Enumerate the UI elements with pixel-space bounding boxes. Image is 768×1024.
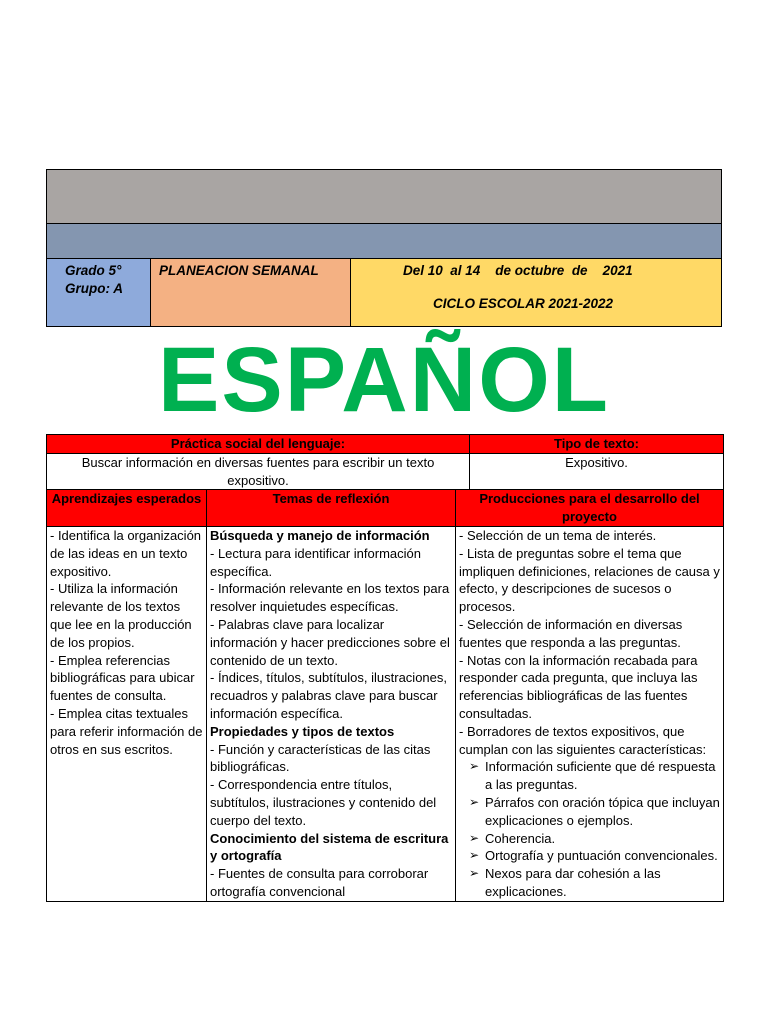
- practica-header: Práctica social del lenguaje:: [47, 435, 470, 454]
- tipo-header: Tipo de texto:: [470, 435, 724, 454]
- temas-heading: Propiedades y tipos de textos: [210, 723, 395, 739]
- list-item: - Selección de información en diversas fuentes que responda a las preguntas.: [459, 616, 683, 650]
- bullet-text: Nexos para dar cohesión a las explicaciones.: [485, 866, 661, 899]
- arrow-bullet-icon: ➢: [469, 830, 480, 845]
- list-item: - Correspondencia entre títulos, subtítulos, ilustraciones y contenido del cuerpo del texto.: [210, 777, 437, 828]
- list-item: - Emplea citas textuales para referir información de otros en sus escritos.: [50, 705, 203, 757]
- group-label: Grupo: A: [65, 281, 123, 296]
- date-range: Del 10 al 14 de octubre de 2021: [403, 263, 633, 278]
- list-item: [459, 758, 720, 794]
- list-item: - Información relevante en los textos para resolver inquietudes específicas.: [210, 581, 450, 615]
- plan-cell: [151, 259, 351, 326]
- plan-label: PLANEACION SEMANAL: [159, 263, 319, 278]
- tipo-value: Expositivo.: [470, 453, 724, 490]
- planning-table: [46, 434, 724, 902]
- table-row: [47, 526, 724, 901]
- temas-heading: Conocimiento del sistema de escritura y ortografía: [210, 830, 449, 864]
- arrow-bullet-icon: ➢: [469, 759, 480, 774]
- arrow-bullet-icon: ➢: [469, 794, 480, 809]
- table-row: [47, 490, 724, 527]
- list-item: - Identifica la organización de las ideas en un texto expositivo.: [50, 527, 202, 579]
- header-box: [46, 169, 722, 327]
- list-item: - Índices, títulos, subtítulos, ilustraciones, recuadros y palabras clave para buscar información específica.: [210, 670, 447, 721]
- header-gray-band: [47, 170, 721, 224]
- col-header-aprendizajes: Aprendizajes esperados: [47, 490, 207, 527]
- list-item: - Selección de un tema de interés.: [459, 527, 657, 543]
- list-item: [459, 794, 720, 830]
- bullet-text: Información suficiente que dé respuesta a las preguntas.: [485, 759, 716, 793]
- table-row: [47, 453, 724, 490]
- col-header-temas: Temas de reflexión: [207, 490, 456, 527]
- producciones-cell: [456, 526, 724, 901]
- arrow-bullet-icon: ➢: [469, 866, 480, 881]
- practica-value: Buscar información en diversas fuentes para escribir un texto expositivo.: [47, 453, 470, 490]
- date-cell: [351, 259, 721, 326]
- list-item: - Palabras clave para localizar información y hacer predicciones sobre el contenido de un texto.: [210, 616, 450, 668]
- list-item: - Emplea referencias bibliográficas para ubicar fuentes de consulta.: [50, 652, 195, 704]
- grade-label: Grado 5°: [65, 263, 122, 278]
- col-header-producciones: Producciones para el desarrollo del proyecto: [456, 490, 724, 527]
- temas-heading: Búsqueda y manejo de información: [210, 527, 430, 543]
- page-title: ESPAÑOL: [158, 329, 610, 431]
- list-item: - Borradores de textos expositivos, que cumplan con las siguientes características:: [459, 723, 707, 757]
- temas-cell: [207, 526, 456, 901]
- list-item: - Lectura para identificar información específica.: [210, 545, 421, 579]
- bullet-text: Párrafos con oración tópica que incluyan explicaciones o ejemplos.: [485, 794, 720, 828]
- school-cycle: CICLO ESCOLAR 2021-2022: [433, 296, 614, 311]
- list-item: - Fuentes de consulta para corroborar ortografía convencional: [210, 866, 429, 899]
- list-item: - Función y características de las citas bibliográficas.: [210, 741, 431, 775]
- aprendizajes-cell: [47, 526, 207, 901]
- bullet-text: Ortografía y puntuación convencionales.: [485, 848, 718, 864]
- table-row: [47, 435, 724, 454]
- list-item: [459, 865, 720, 901]
- list-item: [459, 847, 720, 865]
- arrow-bullet-icon: ➢: [469, 848, 480, 863]
- header-blue-band: [47, 224, 721, 259]
- list-item: - Notas con la información recabada para responder cada pregunta, que incluya las referencias bibliográficas de las fuentes consultadas.: [459, 652, 698, 721]
- list-item: - Utiliza la información relevante de los textos que lee en la producción de los propios.: [50, 581, 192, 650]
- grade-cell: [47, 259, 151, 326]
- bullet-text: Coherencia.: [485, 830, 556, 846]
- list-item: [459, 830, 720, 848]
- list-item: - Lista de preguntas sobre el tema que impliquen definiciones, relaciones de causa y efecto, y descripciones de sucesos o procesos.: [459, 545, 720, 615]
